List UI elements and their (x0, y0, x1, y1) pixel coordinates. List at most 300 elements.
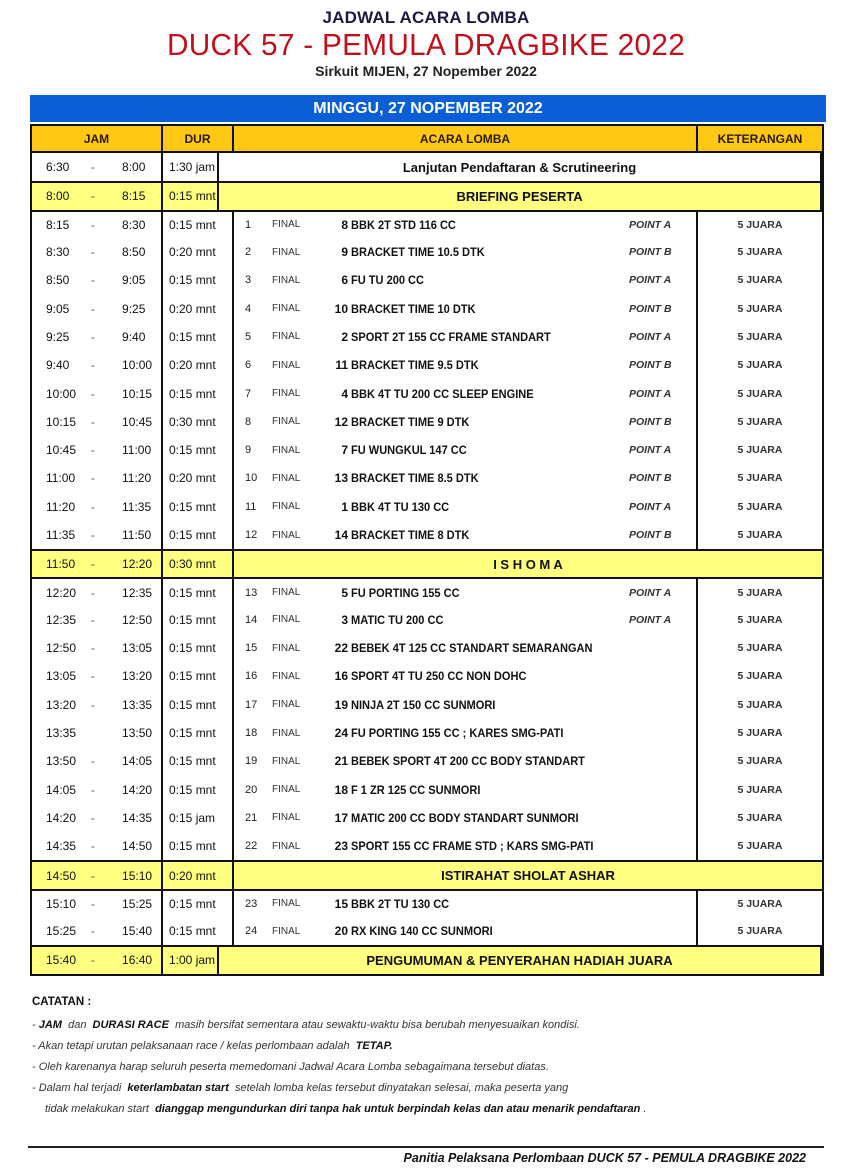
start-time: 12:35 (46, 612, 77, 627)
race-sequence: 14 (245, 613, 258, 626)
note-emphasis: DURASI RACE (92, 1019, 169, 1031)
race-row (32, 691, 822, 719)
start-time: 11:00 (46, 471, 76, 486)
duration-cell: 0:20 mnt (163, 862, 234, 888)
time-separator: - (90, 810, 95, 825)
keterangan-cell (698, 891, 822, 917)
time-cell (32, 862, 163, 888)
race-stage: FINAL (272, 670, 301, 682)
start-time: 10:45 (46, 443, 77, 458)
class-name: BBK 4T TU 200 CC SLEEP ENGINE (351, 386, 534, 401)
race-row (32, 634, 822, 662)
race-sequence: 8 (245, 415, 252, 428)
start-time: 6:30 (46, 160, 70, 175)
race-stage: FINAL (272, 587, 301, 599)
class-name: BEBEK 4T 125 CC STANDART SEMARANGAN (351, 641, 593, 656)
race-row (32, 351, 822, 379)
note-emphasis: TETAP. (355, 1040, 393, 1052)
class-number: 12 (334, 414, 348, 429)
point-label: POINT A (629, 218, 672, 231)
race-row (32, 521, 822, 549)
start-time: 12:50 (46, 641, 77, 656)
start-time: 11:35 (46, 528, 76, 542)
event-row (32, 181, 822, 209)
race-cell (234, 266, 698, 294)
race-row (32, 294, 822, 322)
note-emphasis: dianggap mengundurkan diri tanpa hak untuk berpindah kelas dan atau menarik pendaftaran (155, 1103, 641, 1115)
race-stage: FINAL (272, 812, 301, 824)
time-separator: - (90, 273, 95, 288)
duration-cell: 0:15 mnt (163, 266, 234, 294)
race-cell (234, 436, 698, 464)
note-emphasis: JAM (38, 1019, 62, 1031)
race-sequence: 2 (245, 246, 252, 259)
keterangan-cell (698, 804, 822, 832)
end-time: 9:25 (122, 301, 146, 316)
duration-cell: 0:15 mnt (163, 183, 219, 209)
time-separator: - (90, 839, 95, 854)
time-cell (32, 183, 163, 209)
keterangan-cell (698, 917, 822, 945)
time-cell (32, 606, 163, 634)
class-name: SPORT 4T TU 250 CC NON DOHC (351, 669, 527, 684)
race-cell (234, 294, 698, 322)
race-row (32, 832, 822, 860)
duration-cell: 0:30 mnt (163, 551, 234, 577)
race-sequence: 11 (245, 500, 257, 513)
race-stage: FINAL (272, 359, 301, 371)
race-cell (234, 212, 698, 238)
race-stage: FINAL (272, 219, 301, 231)
duration-cell: 0:15 mnt (163, 917, 234, 945)
point-label: POINT B (629, 246, 672, 259)
class-name: FU PORTING 155 CC ; KARES SMG-PATI (351, 726, 564, 741)
winners-count: 5 JUARA (737, 840, 783, 853)
race-row (32, 210, 822, 238)
note-text: dan (61, 1019, 93, 1031)
note-text: - (32, 1019, 39, 1031)
start-time: 8:30 (46, 245, 70, 260)
duration-cell: 0:15 mnt (163, 379, 234, 407)
time-separator: - (90, 782, 95, 797)
class-number: 14 (334, 528, 348, 542)
time-cell (32, 379, 163, 407)
duration-cell: 0:20 mnt (163, 464, 234, 492)
time-cell (32, 351, 163, 379)
time-separator: - (90, 358, 95, 373)
start-time: 14:20 (46, 810, 77, 825)
note-line (32, 1036, 832, 1057)
notes-section (32, 996, 832, 1120)
class-number: 10 (334, 301, 348, 316)
race-sequence: 13 (245, 586, 258, 599)
time-cell (32, 238, 163, 266)
class-number: 24 (334, 726, 348, 741)
class-number: 17 (334, 810, 348, 825)
end-time: 9:05 (122, 273, 146, 288)
event-row (32, 153, 822, 181)
class-name: NINJA 2T 150 CC SUNMORI (351, 697, 496, 712)
keterangan-cell (698, 493, 822, 521)
race-sequence: 17 (245, 698, 258, 711)
start-time: 13:05 (46, 669, 77, 684)
end-time: 10:45 (122, 414, 153, 429)
duration-cell: 0:30 mnt (163, 408, 234, 436)
start-time: 10:00 (46, 386, 77, 401)
race-cell (234, 719, 698, 747)
class-name: MATIC 200 CC BODY STANDART SUNMORI (351, 810, 579, 825)
event-row (32, 945, 822, 973)
end-time: 11:20 (122, 471, 152, 486)
race-row (32, 464, 822, 492)
race-cell (234, 634, 698, 662)
class-number: 23 (334, 839, 348, 854)
winners-count: 5 JUARA (737, 783, 783, 796)
time-cell (32, 464, 163, 492)
point-label: POINT B (629, 359, 672, 372)
race-cell (234, 464, 698, 492)
point-label: POINT A (629, 387, 672, 400)
class-number: 1 (341, 499, 348, 514)
class-name: BBK 2T TU 130 CC (351, 896, 450, 911)
race-sequence: 6 (245, 359, 252, 372)
class-number: 8 (341, 217, 348, 232)
race-row (32, 804, 822, 832)
duration-cell: 0:15 mnt (163, 493, 234, 521)
event-title: PENGUMUMAN & PENYERAHAN HADIAH JUARA (219, 947, 822, 973)
class-number: 9 (341, 245, 348, 260)
break-title: I S H O M A (493, 556, 563, 572)
class-name: FU PORTING 155 CC (351, 585, 460, 600)
time-cell (32, 408, 163, 436)
schedule-table (30, 124, 824, 976)
table-header-row (32, 126, 822, 153)
document-supertitle: JADWAL ACARA LOMBA (322, 8, 530, 27)
end-time: 11:00 (122, 443, 152, 458)
table-body (32, 153, 822, 974)
start-time: 14:35 (46, 839, 77, 854)
point-label: POINT A (629, 500, 672, 513)
duration-cell: 0:15 mnt (163, 634, 234, 662)
race-sequence: 7 (245, 387, 252, 400)
duration-cell: 0:15 mnt (163, 579, 234, 605)
keterangan-cell (698, 436, 822, 464)
race-stage: FINAL (272, 274, 301, 286)
start-time: 14:50 (46, 868, 77, 883)
class-name: SPORT 2T 155 CC FRAME STANDART (351, 329, 551, 344)
time-separator: - (90, 896, 95, 911)
race-stage: FINAL (272, 529, 301, 541)
keterangan-cell (698, 294, 822, 322)
race-sequence: 23 (245, 897, 258, 910)
winners-count: 5 JUARA (737, 218, 783, 231)
race-stage: FINAL (272, 784, 301, 796)
time-cell (32, 804, 163, 832)
race-stage: FINAL (272, 840, 301, 852)
class-name: BBK 4T TU 130 CC (351, 499, 450, 514)
end-time: 8:15 (122, 189, 146, 204)
race-stage: FINAL (272, 699, 301, 711)
winners-count: 5 JUARA (737, 415, 783, 428)
race-sequence: 10 (245, 472, 258, 485)
race-cell (234, 747, 698, 775)
end-time: 13:35 (122, 697, 153, 712)
time-cell (32, 323, 163, 351)
point-label: POINT A (629, 330, 672, 343)
note-text: setelah lomba kelas tersebut dinyatakan selesai, maka peserta yang (228, 1082, 569, 1094)
break-row (32, 549, 822, 577)
race-sequence: 15 (245, 642, 258, 655)
time-separator: - (90, 329, 95, 344)
winners-count: 5 JUARA (737, 670, 783, 683)
race-cell (234, 351, 698, 379)
start-time: 11:50 (46, 557, 76, 572)
class-number: 2 (341, 329, 348, 344)
class-number: 20 (334, 924, 348, 939)
notes-title: CATATAN : (32, 996, 92, 1008)
start-time: 11:20 (46, 499, 76, 514)
duration-cell: 0:15 mnt (163, 891, 234, 917)
race-stage: FINAL (272, 246, 301, 258)
time-separator: - (90, 557, 95, 572)
race-stage: FINAL (272, 925, 301, 937)
race-stage: FINAL (272, 331, 301, 343)
document-title: DUCK 57 - PEMULA DRAGBIKE 2022 (166, 27, 686, 62)
race-sequence: 9 (245, 444, 252, 457)
document-subtitle: Sirkuit MIJEN, 27 Nopember 2022 (315, 63, 537, 79)
winners-count: 5 JUARA (737, 897, 783, 910)
end-time: 13:20 (122, 669, 153, 684)
keterangan-cell (698, 212, 822, 238)
class-name: BRACKET TIME 10.5 DTK (351, 245, 485, 260)
end-time: 14:20 (122, 782, 153, 797)
race-row (32, 662, 822, 690)
class-number: 11 (335, 358, 348, 373)
end-time: 11:35 (122, 499, 152, 514)
end-time: 10:15 (122, 386, 153, 401)
end-time: 14:35 (122, 810, 153, 825)
end-time: 12:20 (122, 557, 153, 572)
end-time: 12:50 (122, 612, 153, 627)
duration-cell: 0:15 mnt (163, 212, 234, 238)
winners-count: 5 JUARA (737, 359, 783, 372)
note-line (32, 1057, 832, 1078)
winners-count: 5 JUARA (737, 811, 783, 824)
keterangan-cell (698, 832, 822, 860)
keterangan-cell (698, 776, 822, 804)
time-separator: - (90, 160, 95, 175)
class-number: 16 (334, 669, 348, 684)
start-time: 8:00 (46, 189, 70, 204)
time-cell (32, 551, 163, 577)
break-row (32, 860, 822, 888)
start-time: 12:20 (46, 585, 77, 600)
end-time: 8:50 (122, 245, 146, 260)
end-time: 10:00 (122, 358, 153, 373)
winners-count: 5 JUARA (737, 500, 783, 513)
duration-cell: 0:15 mnt (163, 832, 234, 860)
start-time: 9:05 (46, 301, 70, 316)
time-cell (32, 634, 163, 662)
column-header-keterangan: KETERANGAN (717, 131, 803, 146)
duration-cell: 0:15 jam (163, 804, 234, 832)
note-text: - Dalam hal terjadi (32, 1082, 128, 1094)
note-text: tidak melakukan start (45, 1103, 156, 1115)
time-cell (32, 891, 163, 917)
keterangan-cell (698, 238, 822, 266)
keterangan-cell (698, 379, 822, 407)
race-sequence: 22 (245, 840, 258, 853)
time-separator: - (90, 414, 95, 429)
time-cell (32, 662, 163, 690)
keterangan-cell (698, 634, 822, 662)
class-number: 5 (341, 585, 348, 600)
point-label: POINT B (629, 472, 672, 485)
point-label: POINT A (629, 444, 672, 457)
keterangan-cell (698, 662, 822, 690)
note-emphasis: keterlambatan start (127, 1082, 229, 1094)
race-stage: FINAL (272, 755, 301, 767)
time-cell (32, 153, 163, 181)
race-sequence: 20 (245, 783, 258, 796)
keterangan-cell (698, 579, 822, 605)
time-separator: - (90, 953, 95, 968)
race-sequence: 21 (245, 811, 258, 824)
duration-cell: 0:15 mnt (163, 691, 234, 719)
class-number: 3 (341, 612, 348, 627)
time-cell (32, 691, 163, 719)
end-time: 15:25 (122, 896, 153, 911)
class-name: F 1 ZR 125 CC SUNMORI (351, 782, 481, 797)
note-text: - Akan tetapi urutan pelaksanaan race / kelas perlombaan adalah (32, 1040, 356, 1052)
note-text: masih bersifat sementara atau sewaktu-waktu bisa berubah menyesuaikan kondisi. (168, 1019, 580, 1031)
race-sequence: 16 (245, 670, 258, 683)
class-name: FU WUNGKUL 147 CC (351, 443, 467, 458)
end-time: 9:40 (122, 329, 146, 344)
point-label: POINT A (629, 274, 672, 287)
race-row (32, 719, 822, 747)
race-row (32, 776, 822, 804)
time-separator: - (90, 245, 95, 260)
class-name: BRACKET TIME 10 DTK (351, 301, 476, 316)
winners-count: 5 JUARA (737, 586, 783, 599)
race-row (32, 266, 822, 294)
race-stage: FINAL (272, 727, 301, 739)
footer-divider (28, 1146, 824, 1148)
break-title: ISTIRAHAT SHOLAT ASHAR (441, 868, 615, 884)
time-separator: - (90, 868, 95, 883)
race-cell (234, 804, 698, 832)
race-sequence: 1 (245, 218, 252, 231)
notes-list (32, 1015, 832, 1120)
race-row (32, 606, 822, 634)
winners-count: 5 JUARA (737, 755, 783, 768)
start-time: 14:05 (46, 782, 77, 797)
column-header-dur: DUR (163, 126, 234, 151)
start-time: 15:10 (46, 896, 77, 911)
race-cell (234, 579, 698, 605)
time-separator: - (90, 499, 95, 514)
class-number: 22 (334, 641, 348, 656)
time-separator: - (90, 924, 95, 939)
keterangan-cell (698, 691, 822, 719)
winners-count: 5 JUARA (737, 274, 783, 287)
class-name: SPORT 155 CC FRAME STD ; KARS SMG-PATI (351, 839, 594, 854)
time-cell (32, 719, 163, 747)
column-header-acara: ACARA LOMBA (234, 126, 698, 151)
class-number: 13 (334, 471, 348, 486)
duration-cell: 0:20 mnt (163, 294, 234, 322)
time-separator: - (90, 471, 95, 486)
duration-cell: 0:15 mnt (163, 436, 234, 464)
class-name: BRACKET TIME 9 DTK (351, 414, 470, 429)
class-name: BBK 2T STD 116 CC (351, 217, 456, 232)
end-time: 14:50 (122, 839, 153, 854)
class-name: RX KING 140 CC SUNMORI (351, 924, 493, 939)
winners-count: 5 JUARA (737, 246, 783, 259)
race-sequence: 12 (245, 529, 258, 541)
start-time: 13:35 (46, 726, 77, 741)
end-time: 12:35 (122, 585, 153, 600)
duration-cell: 0:15 mnt (163, 521, 234, 549)
time-separator: - (90, 443, 95, 458)
end-time: 13:50 (122, 726, 153, 741)
keterangan-cell (698, 747, 822, 775)
winners-count: 5 JUARA (737, 613, 783, 626)
class-name: BEBEK SPORT 4T 200 CC BODY STANDART (351, 754, 585, 769)
time-cell (32, 579, 163, 605)
class-number: 6 (341, 273, 348, 288)
class-name: BRACKET TIME 8.5 DTK (351, 471, 479, 486)
race-cell (234, 891, 698, 917)
class-name: BRACKET TIME 8 DTK (351, 528, 470, 542)
end-time: 15:40 (122, 924, 153, 939)
race-row (32, 379, 822, 407)
time-separator: - (90, 528, 95, 542)
time-cell (32, 436, 163, 464)
race-sequence: 19 (245, 755, 258, 768)
class-name: FU TU 200 CC (351, 273, 425, 288)
race-stage: FINAL (272, 303, 301, 315)
race-row (32, 408, 822, 436)
race-sequence: 4 (245, 302, 252, 315)
time-separator: - (90, 301, 95, 316)
class-name: BRACKET TIME 9.5 DTK (351, 358, 479, 373)
column-header-jam: JAM (32, 126, 163, 151)
end-time: 13:05 (122, 641, 153, 656)
keterangan-cell (698, 719, 822, 747)
time-cell (32, 266, 163, 294)
race-cell (234, 379, 698, 407)
time-cell (32, 917, 163, 945)
race-sequence: 18 (245, 727, 258, 740)
race-stage: FINAL (272, 501, 301, 513)
start-time: 10:15 (46, 414, 77, 429)
duration-cell: 0:15 mnt (163, 662, 234, 690)
time-cell (32, 521, 163, 549)
race-stage: FINAL (272, 388, 301, 400)
class-number: 4 (341, 386, 348, 401)
race-row (32, 323, 822, 351)
time-cell (32, 212, 163, 238)
point-label: POINT B (629, 529, 672, 541)
event-title: BRIEFING PESERTA (219, 183, 822, 209)
time-cell (32, 747, 163, 775)
keterangan-cell (698, 408, 822, 436)
duration-cell: 0:15 mnt (163, 776, 234, 804)
race-sequence: 3 (245, 274, 252, 287)
race-cell (234, 408, 698, 436)
